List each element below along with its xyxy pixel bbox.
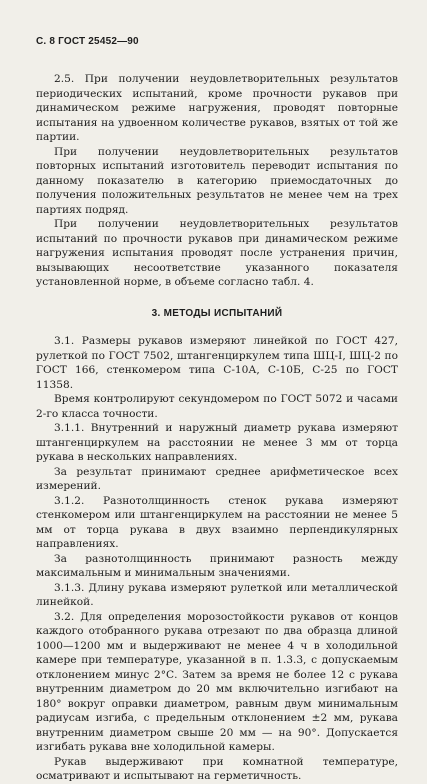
paragraph: За результат принимают среднее арифметическое всех измерений.: [36, 465, 398, 492]
paragraph: Рукав выдерживают при комнатной температуре, осматривают и испытывают на герметичность.: [36, 755, 398, 782]
section-title: 3. МЕТОДЫ ИСПЫТАНИЙ: [151, 307, 283, 319]
paragraph: За разнотолщинность принимают разность между максимальным и минимальным значениями.: [36, 552, 398, 579]
paragraph: 3.2. Для определения морозостойкости рукавов от концов каждого отобранного рукава отрезают по два образца длиной 1000—1200 мм и выдерживают не менее 4 ч в холодильной камере при температуре, указанной в п. 1.3.3, с допускаемым отклонением минус 2°С. Затем за время не более 12 с рукава внутренним диаметром до 20 мм включительно изгибают на 180° вокруг оправки диаметром, равным двум минимальным радиусам изгиба, с предельным отклонением ±2 мм, рукава внутренним диаметром свыше 20 мм — на 90°. Допускается изгибать рукава вне холодильной камеры.: [36, 610, 398, 753]
page-header: С. 8 ГОСТ 25452—90: [36, 36, 139, 47]
paragraph: При получении неудовлетворительных результатов повторных испытаний изготовитель переводит испытания по данному показателю в категорию приемосдаточных до получения положительных результатов не менее чем на трех партиях подряд.: [36, 145, 398, 216]
paragraph: 2.5. При получении неудовлетворительных результатов периодических испытаний, кроме прочности рукавов при динамическом режиме нагружения, проводят повторные испытания на удвоенном количестве рукавов, взятых от той же партии.: [36, 73, 398, 143]
paragraph: 3.1.3. Длину рукава измеряют рулеткой или металлической линейкой.: [36, 581, 398, 608]
document-body: [36, 72, 398, 784]
paragraph: 3.1.1. Внутренний и наружный диаметр рукава измеряют штангенциркулем на расстоянии не менее 3 мм от торца рукава в нескольких направлениях.: [36, 422, 398, 463]
paragraph: 3.1. Размеры рукавов измеряют линейкой по ГОСТ 427, рулеткой по ГОСТ 7502, штангенциркулем типа ШЦ-I, ШЦ-2 по ГОСТ 166, стенкомером типа С-10А, С-10Б, С-25 по ГОСТ 11358.: [36, 335, 398, 391]
paragraph: Время контролируют секундомером по ГОСТ 5072 и часами 2-го класса точности.: [36, 393, 398, 420]
paragraph: 3.1.2. Разнотолщинность стенок рукава измеряют стенкомером или штангенциркулем на расстоянии не менее 5 мм от торца рукава в двух взаимно перпендикулярных направлениях.: [36, 494, 398, 550]
paragraph: При получении неудовлетворительных результатов испытаний по прочности рукавов при динамическом режиме нагружения испытания проводят после устранения причин, вызывающих несоответствие указанного показателя установленной норме, в объеме согласно табл. 4.: [36, 218, 398, 288]
